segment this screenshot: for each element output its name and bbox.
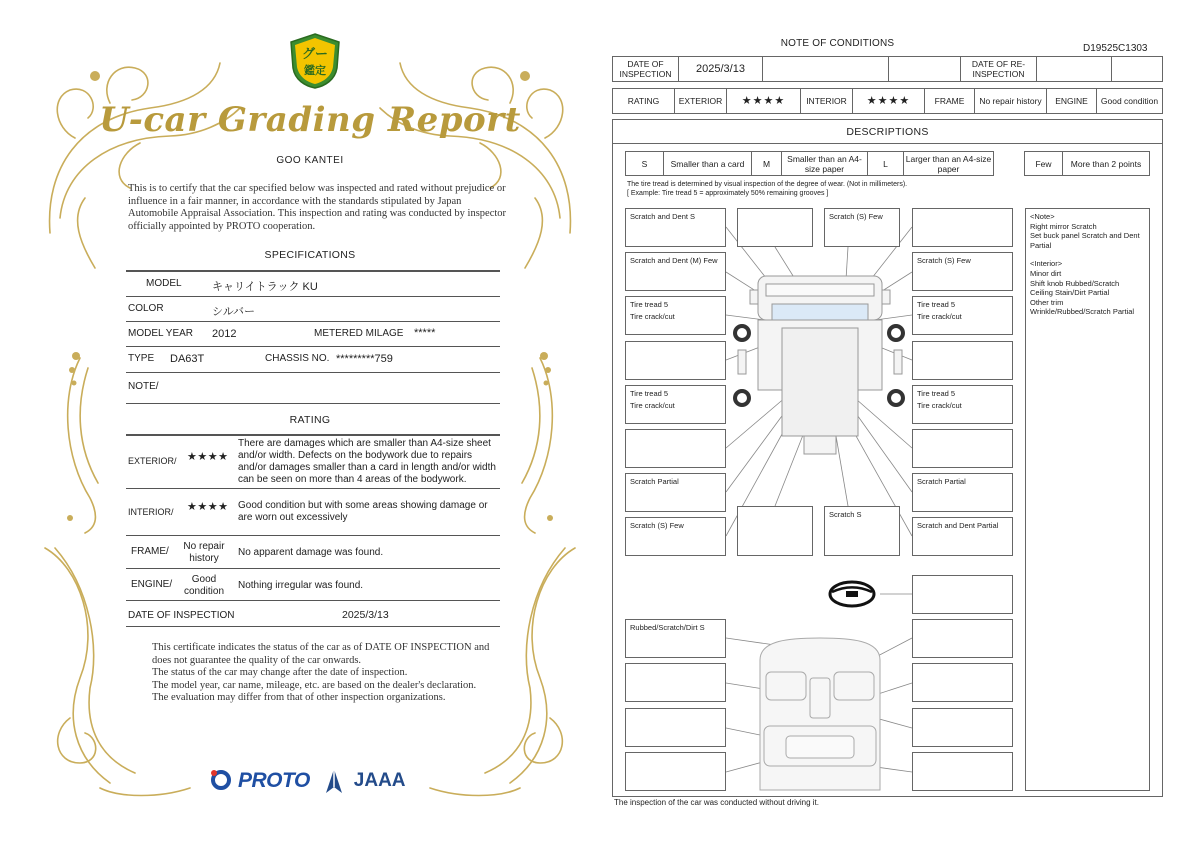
goo-kantei-badge-icon <box>287 32 343 90</box>
callout-right-2: Scratch (S) Few <box>912 252 1013 291</box>
note-of-conditions-sheet <box>600 0 1180 848</box>
note-line: Set buck panel Scratch and Dent Partial <box>1030 231 1140 250</box>
callout-steering <box>912 575 1013 614</box>
callout-right-7: Scratch Partial <box>912 473 1013 512</box>
interior-line: Shift knob Rubbed/Scratch <box>1030 278 1120 288</box>
interior-line: Other trim Wrinkle/Rubbed/Scratch Partial <box>1030 297 1135 317</box>
legend-l: L <box>868 152 904 175</box>
frame-desc: No apparent damage was found. <box>238 547 384 558</box>
engine-value: Good condition <box>183 574 225 597</box>
inspection-date-value: 2025/3/13 <box>342 609 389 621</box>
interior-label: INTERIOR <box>801 89 853 113</box>
grading-certificate <box>40 28 580 820</box>
specifications-heading: SPECIFICATIONS <box>264 249 356 261</box>
callout-left-3: Tire tread 5 Tire crack/cut <box>625 296 726 335</box>
callout-interior-right-3 <box>912 708 1013 747</box>
steering-wheel-icon <box>830 582 874 606</box>
engine-label: ENGINE/ <box>131 579 173 590</box>
engine-value: Good condition <box>1100 96 1159 106</box>
svg-text:グー: グー <box>301 46 329 61</box>
callout-right-6 <box>912 429 1013 468</box>
legend-s-desc: Smaller than a card <box>664 152 752 175</box>
callout-left-8: Scratch (S) Few <box>625 517 726 556</box>
exterior-desc: There are damages which are smaller than A4-size sheet and/or width. Defects on the bodywork due to repairs and/or damages smaller than a card in length and/or width can be seen on more than 4 areas of the bodywork. <box>238 438 496 485</box>
type-label: TYPE <box>128 353 155 364</box>
callout-interior-right-2 <box>912 663 1013 702</box>
frame-value: No repair history <box>975 89 1047 113</box>
callout-interior-left-1: Rubbed/Scratch/Dirt S <box>625 619 726 658</box>
callout-left-5: Tire tread 5 Tire crack/cut <box>625 385 726 424</box>
metered-milage-label: METERED MILAGE <box>314 328 404 339</box>
callout-front-right-1 <box>912 208 1013 247</box>
report-code: D19525C1303 <box>1083 43 1148 54</box>
callout-interior-right-1 <box>912 619 1013 658</box>
callout-interior-left-3 <box>625 708 726 747</box>
tire-tread-note: The tire tread is determined by visual inspection of the degree of wear. (Not in millimeters). [ Example: Tire tread 5 = approximately 50% remaining grooves ] <box>627 181 908 197</box>
callout-interior-right-4 <box>912 752 1013 791</box>
type-value: DA63T <box>170 353 205 365</box>
engine-desc: Nothing irregular was found. <box>238 580 364 591</box>
jaaa-mark-icon <box>324 767 344 795</box>
date-of-reinspection-label: DATE OF RE-INSPECTION <box>961 57 1037 81</box>
callout-front-left-1: Scratch and Dent S <box>625 208 726 247</box>
notes-panel <box>1025 208 1150 791</box>
legend-l-desc: Larger than an A4-size paper <box>905 153 992 174</box>
certificate-footer: This certificate indicates the status of the car as of DATE OF INSPECTION and does not guarantee the quality of the car onwards. The status of the car may change after the date of inspection. The model year, car name, mileage, etc. are based on the dealer's declaration. The evaluation may differ from that of other inspection organizations. <box>152 642 490 703</box>
logos <box>210 766 406 796</box>
interior-line: Minor dirt <box>1030 268 1062 278</box>
proto-mark-icon <box>210 769 232 793</box>
exterior-label: EXTERIOR <box>675 89 727 113</box>
callout-front-top-1 <box>737 208 813 247</box>
note-heading: <Note> <box>1030 212 1055 221</box>
chassis-value: *********759 <box>336 353 393 365</box>
certificate-intro: This is to certify that the car specified below was inspected and rated without prejudice or influence in a fair manner, in accordance with the standards stipulated by Japan Automobile Appraisal Association. This inspection and rating was conducted by inspector officially appointed by PROTO cooperation. <box>128 183 507 232</box>
interior-heading: <Interior> <box>1030 259 1063 269</box>
note-label: NOTE/ <box>128 381 159 392</box>
callout-left-2: Scratch and Dent (M) Few <box>625 252 726 291</box>
engine-label: ENGINE <box>1047 89 1097 113</box>
model-value: キャリイトラック KU <box>212 281 318 293</box>
note-line: Right mirror Scratch <box>1030 221 1097 231</box>
jaaa-logo: JAAA <box>353 770 406 791</box>
exterior-stars: ★★★★ <box>727 89 801 113</box>
model-year-label: MODEL YEAR <box>128 328 194 339</box>
legend-s: S <box>626 152 664 175</box>
legend-few: Few <box>1025 152 1063 175</box>
exterior-label: EXTERIOR/ <box>128 456 177 466</box>
frame-label: FRAME/ <box>131 546 169 557</box>
exterior-stars: ★★★★ <box>187 451 229 463</box>
frame-label: FRAME <box>925 89 975 113</box>
callout-right-3: Tire tread 5 Tire crack/cut <box>912 296 1013 335</box>
callout-rear-bottom-2: Scratch S <box>824 506 900 556</box>
date-of-inspection-value: 2025/3/13 <box>679 57 763 81</box>
color-value: シルバー <box>212 306 255 318</box>
certificate-subtitle: GOO KANTEI <box>276 155 344 166</box>
legend-m-desc: Smaller than an A4-size paper <box>782 152 868 175</box>
color-label: COLOR <box>128 303 164 314</box>
interior-stars: ★★★★ <box>187 501 229 513</box>
sheet-footer: The inspection of the car was conducted without driving it. <box>614 798 819 807</box>
svg-text:鑑定: 鑑定 <box>304 65 326 77</box>
interior-line: Ceiling Stain/Dirt Partial <box>1030 288 1110 298</box>
callout-interior-left-2 <box>625 663 726 702</box>
rating-heading: RATING <box>289 414 331 426</box>
model-label: MODEL <box>146 278 182 289</box>
date-of-inspection-label: DATE OF INSPECTION <box>613 57 679 81</box>
callout-left-6 <box>625 429 726 468</box>
chassis-label: CHASSIS NO. <box>265 353 330 364</box>
callout-front-top-2: Scratch (S) Few <box>824 208 900 247</box>
interior-stars: ★★★★ <box>853 89 925 113</box>
inspection-date-label: DATE OF INSPECTION <box>128 610 235 621</box>
callout-right-8: Scratch and Dent Partial <box>912 517 1013 556</box>
frame-value: No repair history <box>183 541 225 564</box>
metered-milage-value: ***** <box>414 327 436 339</box>
rating-label: RATING <box>613 89 675 113</box>
callout-right-5: Tire tread 5 Tire crack/cut <box>912 385 1013 424</box>
interior-label: INTERIOR/ <box>128 507 174 517</box>
legend-m: M <box>752 152 782 175</box>
callout-left-7: Scratch Partial <box>625 473 726 512</box>
sheet-title: NOTE OF CONDITIONS <box>780 38 895 49</box>
interior-desc: Good condition but with some areas showing damage or are worn out excessively <box>238 500 488 523</box>
model-year-value: 2012 <box>212 328 237 340</box>
callout-right-4 <box>912 341 1013 380</box>
certificate-title: U-car Grading Report <box>99 100 521 140</box>
legend-few-desc: More than 2 points <box>1070 158 1142 169</box>
descriptions-title: DESCRIPTIONS <box>613 120 1162 144</box>
callout-rear-bottom-1 <box>737 506 813 556</box>
proto-logo: PROTO <box>238 769 310 792</box>
callout-interior-left-4 <box>625 752 726 791</box>
callout-left-4 <box>625 341 726 380</box>
